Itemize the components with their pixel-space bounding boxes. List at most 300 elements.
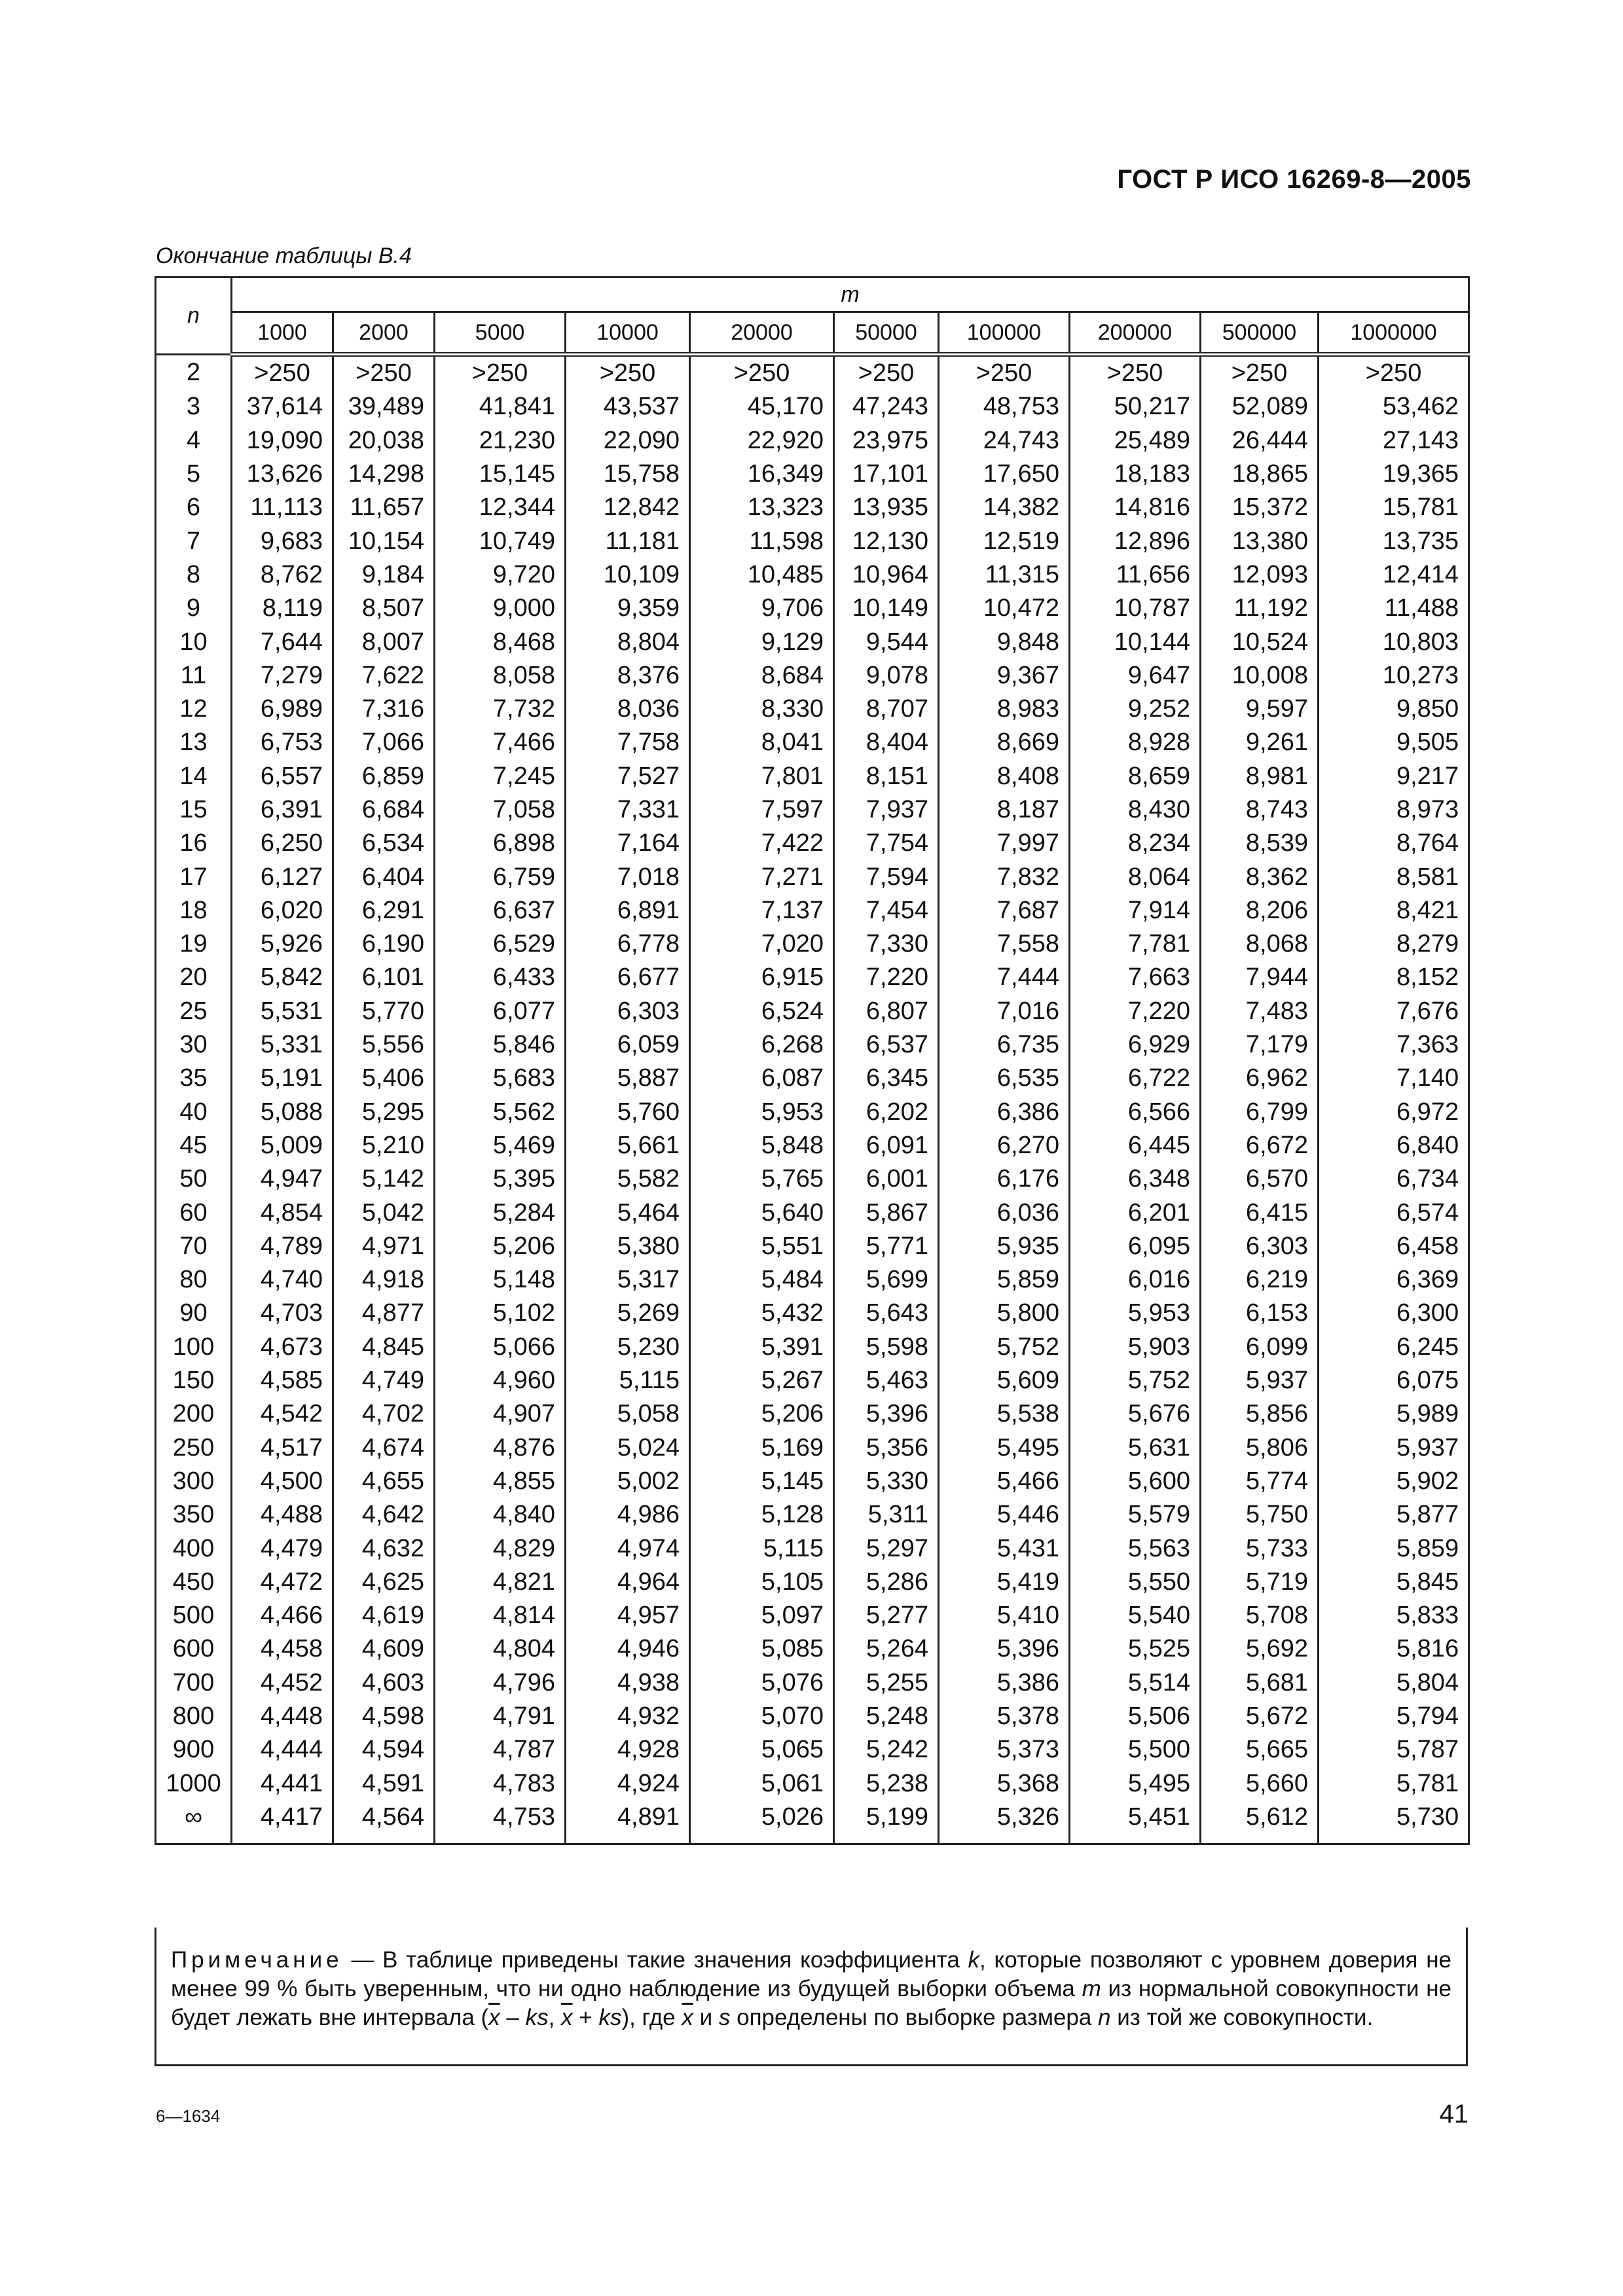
coefficient-cell: 5,833: [1319, 1599, 1469, 1632]
coefficient-cell: 6,535: [939, 1062, 1070, 1095]
coefficient-cell: 6,404: [333, 860, 435, 893]
m-value-header: 10000: [566, 312, 690, 355]
coefficient-cell: 6,722: [1070, 1062, 1201, 1095]
coefficient-cell: 5,600: [1070, 1465, 1201, 1498]
coefficient-cell: 4,417: [232, 1801, 333, 1844]
coefficient-cell: 26,444: [1201, 424, 1319, 457]
coefficient-cell: 4,854: [232, 1196, 333, 1229]
coefficient-cell: 5,102: [435, 1297, 566, 1330]
coefficient-cell: 9,683: [232, 524, 333, 558]
coefficient-cell: 12,130: [834, 524, 939, 558]
coefficient-cell: 6,672: [1201, 1129, 1319, 1162]
coefficient-cell: 5,206: [435, 1230, 566, 1263]
coefficient-cell: 5,419: [939, 1566, 1070, 1599]
coefficient-cell: 6,202: [834, 1096, 939, 1129]
coefficient-cell: 6,369: [1319, 1263, 1469, 1297]
coefficient-cell: 4,564: [333, 1801, 435, 1844]
coefficient-cell: 6,245: [1319, 1331, 1469, 1364]
coefficient-cell: 8,152: [1319, 961, 1469, 994]
coefficient-cell: 7,331: [566, 793, 690, 827]
coefficient-cell: 9,217: [1319, 760, 1469, 793]
coefficient-cell: 5,085: [690, 1632, 834, 1666]
coefficient-cell: 21,230: [435, 424, 566, 457]
n-value-cell: 40: [156, 1096, 232, 1129]
coefficient-cell: 5,169: [690, 1431, 834, 1465]
coefficient-cell: 10,787: [1070, 592, 1201, 625]
coefficient-cell: 15,145: [435, 457, 566, 491]
coefficient-cell: 7,466: [435, 726, 566, 759]
n-value-cell: 800: [156, 1700, 232, 1733]
coefficient-cell: 20,038: [333, 424, 435, 457]
coefficient-cell: 10,273: [1319, 659, 1469, 692]
coefficient-cell: 6,077: [435, 995, 566, 1028]
coefficient-cell: 5,432: [690, 1297, 834, 1330]
coefficient-cell: 4,814: [435, 1599, 566, 1632]
coefficient-cell: 5,760: [566, 1096, 690, 1129]
coefficient-cell: 4,964: [566, 1566, 690, 1599]
m-values-header-row: [156, 312, 1469, 355]
n-value-cell: 150: [156, 1364, 232, 1397]
coefficient-cell: 7,997: [939, 827, 1070, 860]
coefficient-cell: 6,095: [1070, 1230, 1201, 1263]
coefficient-cell: 8,421: [1319, 894, 1469, 927]
coefficient-cell: 5,794: [1319, 1700, 1469, 1733]
coefficient-cell: 4,441: [232, 1767, 333, 1800]
coefficient-cell: 4,855: [435, 1465, 566, 1498]
note-xbar-symbol: $\overline{x}$: [561, 2005, 573, 2030]
note-xbar-symbol: $\overline{x}$: [488, 2005, 500, 2030]
coefficient-cell: >250: [232, 355, 333, 391]
table-row: [156, 1767, 1469, 1800]
coefficient-cell: 5,733: [1201, 1532, 1319, 1565]
coefficient-cell: 25,489: [1070, 424, 1201, 457]
coefficient-cell: 7,279: [232, 659, 333, 692]
table-row: [156, 491, 1469, 524]
coefficient-cell: 5,396: [834, 1397, 939, 1431]
coefficient-cell: 6,840: [1319, 1129, 1469, 1162]
n-value-cell: 8: [156, 558, 232, 592]
coefficient-cell: 7,220: [1070, 995, 1201, 1028]
table-row: [156, 1297, 1469, 1330]
coefficient-cell: 8,064: [1070, 860, 1201, 893]
coefficient-cell: 4,821: [435, 1566, 566, 1599]
coefficient-cell: 8,804: [566, 625, 690, 658]
coefficient-cell: 5,661: [566, 1129, 690, 1162]
coefficient-cell: 5,660: [1201, 1767, 1319, 1800]
coefficient-cell: 4,829: [435, 1532, 566, 1565]
n-value-cell: 9: [156, 592, 232, 625]
coefficient-cell: 10,472: [939, 592, 1070, 625]
coefficient-cell: 4,500: [232, 1465, 333, 1498]
coefficient-cell: 5,877: [1319, 1498, 1469, 1532]
coefficient-cell: 5,926: [232, 927, 333, 961]
coefficient-cell: 10,964: [834, 558, 939, 592]
coefficient-cell: 6,091: [834, 1129, 939, 1162]
table-row: [156, 1230, 1469, 1263]
coefficient-cell: 4,625: [333, 1566, 435, 1599]
page-number: 41: [1439, 2100, 1468, 2128]
table-row: [156, 457, 1469, 491]
coefficient-cell: 4,603: [333, 1666, 435, 1700]
coefficient-cell: 5,373: [939, 1733, 1070, 1767]
coefficient-cell: 8,707: [834, 692, 939, 726]
coefficient-cell: 5,781: [1319, 1767, 1469, 1800]
note-ks-symbol: ks: [525, 2005, 549, 2030]
coefficient-cell: 9,261: [1201, 726, 1319, 759]
note-text: из той же совокупности.: [1110, 2005, 1374, 2030]
coefficient-cell: 11,598: [690, 524, 834, 558]
coefficient-cell: 7,558: [939, 927, 1070, 961]
coefficient-cell: 5,752: [939, 1331, 1070, 1364]
coefficient-cell: 5,538: [939, 1397, 1070, 1431]
n-value-cell: 5: [156, 457, 232, 491]
m-value-header: 5000: [435, 312, 566, 355]
coefficient-cell: 12,093: [1201, 558, 1319, 592]
coefficient-cell: 5,009: [232, 1129, 333, 1162]
coefficient-cell: 5,267: [690, 1364, 834, 1397]
coefficient-cell: 5,867: [834, 1196, 939, 1229]
coefficient-cell: 5,551: [690, 1230, 834, 1263]
coefficient-cell: 5,935: [939, 1230, 1070, 1263]
coefficient-cell: 5,391: [690, 1331, 834, 1364]
coefficient-cell: 4,673: [232, 1331, 333, 1364]
table-row: [156, 1733, 1469, 1767]
coefficient-cell: 4,891: [566, 1801, 690, 1844]
coefficient-cell: 10,149: [834, 592, 939, 625]
n-value-cell: 900: [156, 1733, 232, 1767]
coefficient-cell: 4,986: [566, 1498, 690, 1532]
coefficient-cell: 5,284: [435, 1196, 566, 1229]
coefficient-cell: 5,248: [834, 1700, 939, 1733]
coefficient-cell: 15,758: [566, 457, 690, 491]
n-value-cell: 25: [156, 995, 232, 1028]
coefficient-cell: 6,016: [1070, 1263, 1201, 1297]
coefficient-cell: 6,891: [566, 894, 690, 927]
coefficient-cell: 5,446: [939, 1498, 1070, 1532]
coefficient-cell: 6,735: [939, 1028, 1070, 1062]
coefficient-cell: 5,238: [834, 1767, 939, 1800]
coefficient-cell: 6,445: [1070, 1129, 1201, 1162]
coefficient-cell: 10,154: [333, 524, 435, 558]
coefficient-cell: 5,683: [435, 1062, 566, 1095]
coefficient-cell: 4,924: [566, 1767, 690, 1800]
coefficient-cell: 8,187: [939, 793, 1070, 827]
table-row: [156, 927, 1469, 961]
coefficient-cell: 4,928: [566, 1733, 690, 1767]
coefficient-cell: 5,148: [435, 1263, 566, 1297]
coefficient-cell: 5,848: [690, 1129, 834, 1162]
n-value-cell: ∞: [156, 1801, 232, 1844]
coefficient-cell: 6,534: [333, 827, 435, 860]
coefficient-cell: 8,234: [1070, 827, 1201, 860]
coefficient-cell: 7,164: [566, 827, 690, 860]
coefficient-cell: 6,300: [1319, 1297, 1469, 1330]
coefficient-cell: 6,250: [232, 827, 333, 860]
n-value-cell: 19: [156, 927, 232, 961]
coefficient-cell: 5,750: [1201, 1498, 1319, 1532]
coefficient-cell: 5,464: [566, 1196, 690, 1229]
coefficient-cell: 4,585: [232, 1364, 333, 1397]
coefficient-cell: 5,562: [435, 1096, 566, 1129]
coefficient-cell: 5,317: [566, 1263, 690, 1297]
coefficient-cell: 8,068: [1201, 927, 1319, 961]
coefficient-cell: 5,681: [1201, 1666, 1319, 1700]
coefficient-cell: 5,579: [1070, 1498, 1201, 1532]
coefficient-cell: 5,396: [939, 1632, 1070, 1666]
coefficient-cell: 7,058: [435, 793, 566, 827]
coefficient-cell: 5,097: [690, 1599, 834, 1632]
coefficient-cell: 5,692: [1201, 1632, 1319, 1666]
coefficient-cell: 5,953: [1070, 1297, 1201, 1330]
coefficient-cell: 7,732: [435, 692, 566, 726]
coefficient-cell: 6,458: [1319, 1230, 1469, 1263]
coefficient-cell: 7,220: [834, 961, 939, 994]
coefficient-cell: 5,115: [690, 1532, 834, 1565]
coefficient-cell: 5,514: [1070, 1666, 1201, 1700]
coefficient-cell: 4,479: [232, 1532, 333, 1565]
m-value-header: 200000: [1070, 312, 1201, 355]
coefficient-cell: 5,550: [1070, 1566, 1201, 1599]
coefficient-cell: 50,217: [1070, 390, 1201, 423]
coefficient-cell: 6,176: [939, 1162, 1070, 1196]
coefficient-cell: 4,971: [333, 1230, 435, 1263]
coefficient-cell: 8,581: [1319, 860, 1469, 893]
n-value-cell: 4: [156, 424, 232, 457]
coefficient-cell: 5,386: [939, 1666, 1070, 1700]
table-row: [156, 355, 1469, 391]
coefficient-cell: 4,642: [333, 1498, 435, 1532]
table-row: [156, 995, 1469, 1028]
coefficient-cell: 9,848: [939, 625, 1070, 658]
coefficient-cell: 5,277: [834, 1599, 939, 1632]
coefficient-cell: >250: [834, 355, 939, 391]
table-row: [156, 558, 1469, 592]
coefficient-cell: 5,065: [690, 1733, 834, 1767]
note-m-symbol: m: [1082, 1976, 1101, 2001]
coefficient-cell: 5,105: [690, 1566, 834, 1599]
coefficient-cell: 6,268: [690, 1028, 834, 1062]
coefficient-cell: 4,452: [232, 1666, 333, 1700]
coefficient-cell: 5,469: [435, 1129, 566, 1162]
coefficient-cell: 4,619: [333, 1599, 435, 1632]
n-value-cell: 12: [156, 692, 232, 726]
coefficient-cell: 12,842: [566, 491, 690, 524]
coefficient-cell: 5,859: [939, 1263, 1070, 1297]
table-row: [156, 1498, 1469, 1532]
coefficient-cell: 5,356: [834, 1431, 939, 1465]
coefficient-table: [155, 276, 1470, 1845]
coefficient-cell: >250: [690, 355, 834, 391]
coefficient-cell: 37,614: [232, 390, 333, 423]
n-column-header: n: [156, 278, 232, 355]
coefficient-cell: 8,669: [939, 726, 1070, 759]
coefficient-cell: 8,408: [939, 760, 1070, 793]
coefficient-cell: 6,415: [1201, 1196, 1319, 1229]
coefficient-cell: 6,391: [232, 793, 333, 827]
coefficient-cell: 16,349: [690, 457, 834, 491]
coefficient-cell: 6,637: [435, 894, 566, 927]
m-value-header: 20000: [690, 312, 834, 355]
coefficient-cell: 5,506: [1070, 1700, 1201, 1733]
print-code: 6—1634: [156, 2106, 221, 2126]
coefficient-cell: 5,410: [939, 1599, 1070, 1632]
coefficient-cell: 5,088: [232, 1096, 333, 1129]
coefficient-cell: 7,137: [690, 894, 834, 927]
coefficient-cell: 6,345: [834, 1062, 939, 1095]
coefficient-cell: 4,749: [333, 1364, 435, 1397]
coefficient-cell: 5,556: [333, 1028, 435, 1062]
note-text: определены по выборке размера: [730, 2005, 1099, 2030]
coefficient-cell: 5,887: [566, 1062, 690, 1095]
coefficient-cell: 7,937: [834, 793, 939, 827]
coefficient-cell: 6,799: [1201, 1096, 1319, 1129]
coefficient-cell: 5,816: [1319, 1632, 1469, 1666]
coefficient-cell: 10,524: [1201, 625, 1319, 658]
note-text: ), где: [621, 2005, 682, 2030]
coefficient-cell: 6,001: [834, 1162, 939, 1196]
note-s-symbol: s: [718, 2005, 731, 2030]
n-value-cell: 600: [156, 1632, 232, 1666]
coefficient-cell: 5,989: [1319, 1397, 1469, 1431]
table-row: [156, 1465, 1469, 1498]
coefficient-cell: 10,109: [566, 558, 690, 592]
coefficient-cell: 5,631: [1070, 1431, 1201, 1465]
coefficient-cell: 8,981: [1201, 760, 1319, 793]
coefficient-cell: 5,752: [1070, 1364, 1201, 1397]
coefficient-cell: 5,640: [690, 1196, 834, 1229]
coefficient-cell: 4,542: [232, 1397, 333, 1431]
coefficient-cell: >250: [939, 355, 1070, 391]
coefficient-cell: 5,531: [232, 995, 333, 1028]
coefficient-cell: 5,643: [834, 1297, 939, 1330]
coefficient-cell: 5,406: [333, 1062, 435, 1095]
coefficient-cell: 7,179: [1201, 1028, 1319, 1062]
coefficient-cell: 4,609: [333, 1632, 435, 1666]
table-row: [156, 961, 1469, 994]
coefficient-cell: 5,774: [1201, 1465, 1319, 1498]
coefficient-cell: 9,720: [435, 558, 566, 592]
coefficient-cell: 4,488: [232, 1498, 333, 1532]
note-k-symbol: k: [968, 1947, 980, 1973]
n-value-cell: 20: [156, 961, 232, 994]
coefficient-cell: 13,323: [690, 491, 834, 524]
coefficient-cell: 4,957: [566, 1599, 690, 1632]
coefficient-cell: 7,944: [1201, 961, 1319, 994]
coefficient-cell: 6,807: [834, 995, 939, 1028]
coefficient-cell: 7,914: [1070, 894, 1201, 927]
m-column-header: m: [232, 278, 1469, 312]
coefficient-cell: 6,153: [1201, 1297, 1319, 1330]
coefficient-cell: 8,151: [834, 760, 939, 793]
coefficient-cell: 7,832: [939, 860, 1070, 893]
n-value-cell: 100: [156, 1331, 232, 1364]
table-row: [156, 726, 1469, 759]
coefficient-cell: 8,119: [232, 592, 333, 625]
coefficient-cell: 4,932: [566, 1700, 690, 1733]
coefficient-cell: 5,286: [834, 1566, 939, 1599]
coefficient-cell: 6,684: [333, 793, 435, 827]
coefficient-cell: 5,380: [566, 1230, 690, 1263]
coefficient-cell: 6,529: [435, 927, 566, 961]
n-value-cell: 30: [156, 1028, 232, 1062]
table-row: [156, 592, 1469, 625]
table-row: [156, 1129, 1469, 1162]
n-value-cell: 50: [156, 1162, 232, 1196]
table-row: [156, 625, 1469, 658]
coefficient-cell: 6,036: [939, 1196, 1070, 1229]
coefficient-cell: 5,598: [834, 1331, 939, 1364]
n-value-cell: 60: [156, 1196, 232, 1229]
coefficient-cell: 4,947: [232, 1162, 333, 1196]
n-value-cell: 90: [156, 1297, 232, 1330]
coefficient-cell: 12,896: [1070, 524, 1201, 558]
coefficient-cell: 6,759: [435, 860, 566, 893]
coefficient-cell: 4,938: [566, 1666, 690, 1700]
note-text: из нормальной совокупности не будет лежать вне интервала (: [171, 1976, 1451, 2030]
coefficient-cell: 4,876: [435, 1431, 566, 1465]
coefficient-cell: 13,626: [232, 457, 333, 491]
coefficient-cell: 5,297: [834, 1532, 939, 1565]
coefficient-cell: 6,201: [1070, 1196, 1201, 1229]
coefficient-cell: 6,059: [566, 1028, 690, 1062]
coefficient-cell: 7,801: [690, 760, 834, 793]
coefficient-cell: 5,719: [1201, 1566, 1319, 1599]
coefficient-cell: 10,803: [1319, 625, 1469, 658]
coefficient-cell: 7,644: [232, 625, 333, 658]
coefficient-cell: >250: [1070, 355, 1201, 391]
coefficient-cell: 4,444: [232, 1733, 333, 1767]
table-row: [156, 793, 1469, 827]
note-text: — В таблице приведены такие значения коэффициента: [342, 1947, 968, 1973]
coefficient-cell: 27,143: [1319, 424, 1469, 457]
note-text: , которые позволяют с уровнем доверия не менее 99 % быть уверенным, что ни одно наблюдение из будущей выборки объема: [171, 1947, 1451, 2001]
coefficient-cell: 8,507: [333, 592, 435, 625]
coefficient-cell: 4,974: [566, 1532, 690, 1565]
coefficient-cell: 24,743: [939, 424, 1070, 457]
coefficient-cell: >250: [1201, 355, 1319, 391]
coefficient-cell: 7,140: [1319, 1062, 1469, 1095]
coefficient-cell: 5,115: [566, 1364, 690, 1397]
note-text: –: [500, 2005, 526, 2030]
coefficient-cell: 5,264: [834, 1632, 939, 1666]
coefficient-cell: 7,271: [690, 860, 834, 893]
coefficient-cell: 6,087: [690, 1062, 834, 1095]
coefficient-cell: 9,184: [333, 558, 435, 592]
coefficient-cell: >250: [1319, 355, 1469, 391]
coefficient-cell: 7,066: [333, 726, 435, 759]
note-ks-symbol: ks: [598, 2005, 622, 2030]
coefficient-cell: 15,372: [1201, 491, 1319, 524]
n-value-cell: 18: [156, 894, 232, 927]
coefficient-cell: 11,192: [1201, 592, 1319, 625]
m-value-header: 1000: [232, 312, 333, 355]
coefficient-cell: 5,070: [690, 1700, 834, 1733]
coefficient-cell: 5,128: [690, 1498, 834, 1532]
coefficient-cell: 5,540: [1070, 1599, 1201, 1632]
coefficient-cell: 6,348: [1070, 1162, 1201, 1196]
coefficient-cell: 6,075: [1319, 1364, 1469, 1397]
note-text: и: [693, 2005, 719, 2030]
coefficient-cell: 5,937: [1319, 1431, 1469, 1465]
coefficient-cell: 8,659: [1070, 760, 1201, 793]
coefficient-cell: 5,330: [834, 1465, 939, 1498]
n-value-cell: 3: [156, 390, 232, 423]
n-value-cell: 2: [156, 355, 232, 391]
coefficient-cell: 5,066: [435, 1331, 566, 1364]
n-value-cell: 80: [156, 1263, 232, 1297]
coefficient-cell: 6,898: [435, 827, 566, 860]
coefficient-cell: 9,078: [834, 659, 939, 692]
